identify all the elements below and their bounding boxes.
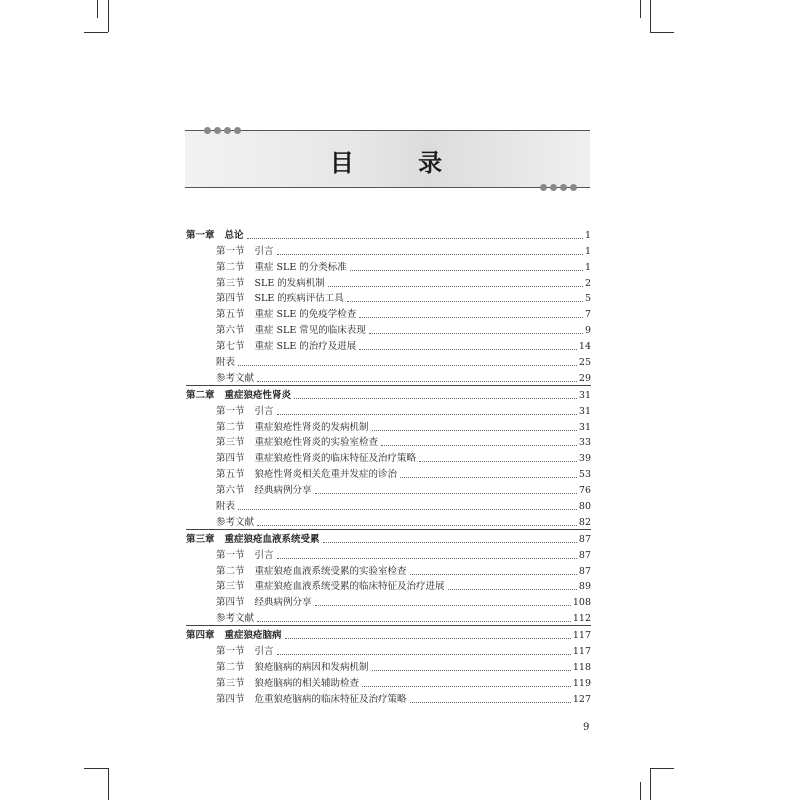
section-number: 第二节 [216,661,245,673]
decor-dot [234,127,241,134]
toc-section-row[interactable] [186,546,591,562]
section-number: 第五节 [216,469,245,481]
dot-leader [381,445,577,446]
section-title: SLE 的发病机制 [254,277,325,289]
dot-leader [247,238,583,239]
dot-leader [369,333,583,334]
section-number: 第一节 [216,245,245,257]
dot-leader [448,589,577,590]
section-title: 引言 [254,405,274,417]
dot-leader [238,509,577,510]
chapter-title: 总论 [224,229,244,241]
chapter-page: 117 [572,630,591,642]
toc-section-row[interactable] [186,593,591,609]
section-number: 第一节 [216,405,245,417]
toc-chapter-row[interactable] [186,530,591,546]
chapter-page: 31 [578,389,591,401]
section-page: 33 [578,437,591,449]
toc-section-row[interactable] [186,242,591,258]
dot-leader [328,286,583,287]
section-title: 参考文献 [216,613,255,625]
toc-section-row[interactable] [186,369,591,386]
section-number: 第一节 [216,549,245,561]
decor-dot [540,184,547,191]
crop-mark [640,0,641,18]
chapter-title: 重症狼疮血液系统受累 [224,533,320,545]
chapter-title: 重症狼疮性肾炎 [224,389,292,401]
toc-section-row[interactable] [186,674,591,690]
crop-mark [108,768,109,800]
chapter-number: 第三章 [186,533,215,545]
toc-section-row[interactable] [186,305,591,321]
toc-section-row[interactable] [186,658,591,674]
dot-leader [372,430,577,431]
toc-section-row[interactable] [186,449,591,465]
section-title: 重症狼疮性肾炎的实验室检查 [254,437,379,449]
crop-mark [84,768,108,769]
section-title: 重症 SLE 的分类标准 [254,261,347,273]
section-page: 89 [578,581,591,593]
dot-leader [277,654,571,655]
section-number: 第四节 [216,453,245,465]
section-page: 118 [572,661,591,673]
crop-mark [97,0,98,18]
decor-dot [560,184,567,191]
section-title: SLE 的疾病评估工具 [254,293,344,305]
toc-section-row[interactable] [186,418,591,434]
section-number: 第三节 [216,677,245,689]
chapter-number: 第一章 [186,229,215,241]
dot-leader [410,702,571,703]
toc-section-row[interactable] [186,290,591,306]
page-number: 9 [583,722,590,733]
dot-leader [257,525,577,526]
section-page: 112 [572,613,591,625]
dot-leader [277,254,583,255]
section-page: 5 [584,293,591,305]
dot-leader [285,638,571,639]
decor-dot [224,127,231,134]
section-page: 1 [584,245,591,257]
section-number: 第三节 [216,277,245,289]
section-page: 29 [578,372,591,384]
section-number: 第六节 [216,485,245,497]
section-number: 第一节 [216,646,245,658]
dot-leader [257,381,577,382]
dot-leader [238,365,577,366]
toc-section-row[interactable] [186,497,591,513]
section-number: 第四节 [216,293,245,305]
section-page: 14 [578,341,591,353]
toc-section-row[interactable] [186,402,591,418]
dot-leader [350,270,583,271]
section-number: 第五节 [216,309,245,321]
section-page: 25 [578,357,591,369]
dot-leader [419,461,577,462]
crop-mark [640,782,641,800]
section-page: 31 [578,421,591,433]
section-title: 重症 SLE 常见的临床表现 [254,325,366,337]
section-page: 31 [578,405,591,417]
section-number: 第二节 [216,421,245,433]
decor-dot [570,184,577,191]
dot-leader [315,493,577,494]
toc-section-row[interactable] [186,337,591,353]
section-title: 附表 [216,357,236,369]
decor-dot [214,127,221,134]
toc-section-row[interactable] [186,690,591,706]
toc-section-row[interactable] [186,465,591,481]
dot-leader [277,558,577,559]
crop-mark [650,768,674,769]
toc-section-row[interactable] [186,481,591,497]
section-page: 80 [578,501,591,513]
dot-leader [359,317,583,318]
section-title: 参考文献 [216,516,255,528]
section-number: 第六节 [216,325,245,337]
section-page: 1 [584,261,591,273]
toc-section-row[interactable] [186,642,591,658]
dot-leader [362,686,571,687]
section-title: 危重狼疮脑病的临床特征及治疗策略 [254,693,407,705]
dot-leader [277,414,577,415]
section-page: 87 [578,565,591,577]
section-title: 引言 [254,646,274,658]
crop-mark [650,768,651,800]
decor-dot [204,127,211,134]
section-page: 87 [578,549,591,561]
toc-chapter-row[interactable] [186,626,591,642]
toc-section-row[interactable] [186,353,591,369]
section-title: 狼疮脑病的相关辅助检查 [254,677,360,689]
chapter-title: 重症狼疮脑病 [224,630,282,642]
crop-mark [84,32,108,33]
title-bottom-rule [185,187,590,188]
section-page: 2 [584,277,591,289]
section-title: 狼疮性肾炎相关危重并发症的诊治 [254,469,398,481]
toc-section-row[interactable] [186,609,591,626]
section-title: 重症 SLE 的治疗及进展 [254,341,357,353]
toc-section-row[interactable] [186,513,591,530]
decor-dot [550,184,557,191]
crop-mark [108,0,109,32]
section-page: 39 [578,453,591,465]
section-title: 重症狼疮性肾炎的发病机制 [254,421,369,433]
section-title: 引言 [254,549,274,561]
toc-section-row[interactable] [186,321,591,337]
section-title: 参考文献 [216,372,255,384]
section-page: 82 [578,516,591,528]
table-of-contents [186,226,591,706]
chapter-page: 87 [578,533,591,545]
page-title: 目 录 [329,149,471,177]
section-title: 狼疮脑病的病因和发病机制 [254,661,369,673]
section-page: 119 [572,677,591,689]
dot-leader [359,349,577,350]
crop-mark [650,32,674,33]
section-title: 重症 SLE 的免疫学检查 [254,309,357,321]
section-title: 经典病例分享 [254,485,312,497]
section-number: 第四节 [216,597,245,609]
section-title: 附表 [216,501,236,513]
toc-section-row[interactable] [186,562,591,578]
section-title: 引言 [254,245,274,257]
toc-chapter-row[interactable] [186,386,591,402]
toc-section-row[interactable] [186,434,591,450]
dot-leader [410,574,577,575]
dot-leader [323,542,577,543]
section-page: 117 [572,646,591,658]
section-number: 第二节 [216,565,245,577]
section-page: 7 [584,309,591,321]
dot-leader [257,621,571,622]
toc-chapter-row[interactable] [186,226,591,242]
section-title: 重症狼疮性肾炎的临床特征及治疗策略 [254,453,417,465]
chapter-page: 1 [584,229,591,241]
chapter-number: 第四章 [186,630,215,642]
dot-leader [372,670,571,671]
section-page: 108 [572,597,591,609]
section-page: 76 [578,485,591,497]
title-top-rule [185,130,590,131]
section-page: 127 [572,693,591,705]
dot-leader [400,477,577,478]
section-page: 9 [584,325,591,337]
section-number: 第二节 [216,261,245,273]
dot-leader [315,605,571,606]
section-title: 经典病例分享 [254,597,312,609]
toc-section-row[interactable] [186,274,591,290]
chapter-number: 第二章 [186,389,215,401]
dot-leader [294,398,577,399]
section-title: 重症狼疮血液系统受累的实验室检查 [254,565,407,577]
section-number: 第四节 [216,693,245,705]
section-number: 第三节 [216,437,245,449]
toc-section-row[interactable] [186,578,591,594]
section-number: 第七节 [216,341,245,353]
section-title: 重症狼疮血液系统受累的临床特征及治疗进展 [254,581,445,593]
toc-section-row[interactable] [186,258,591,274]
dot-leader [347,301,583,302]
section-number: 第三节 [216,581,245,593]
crop-mark [650,0,651,32]
section-page: 53 [578,469,591,481]
